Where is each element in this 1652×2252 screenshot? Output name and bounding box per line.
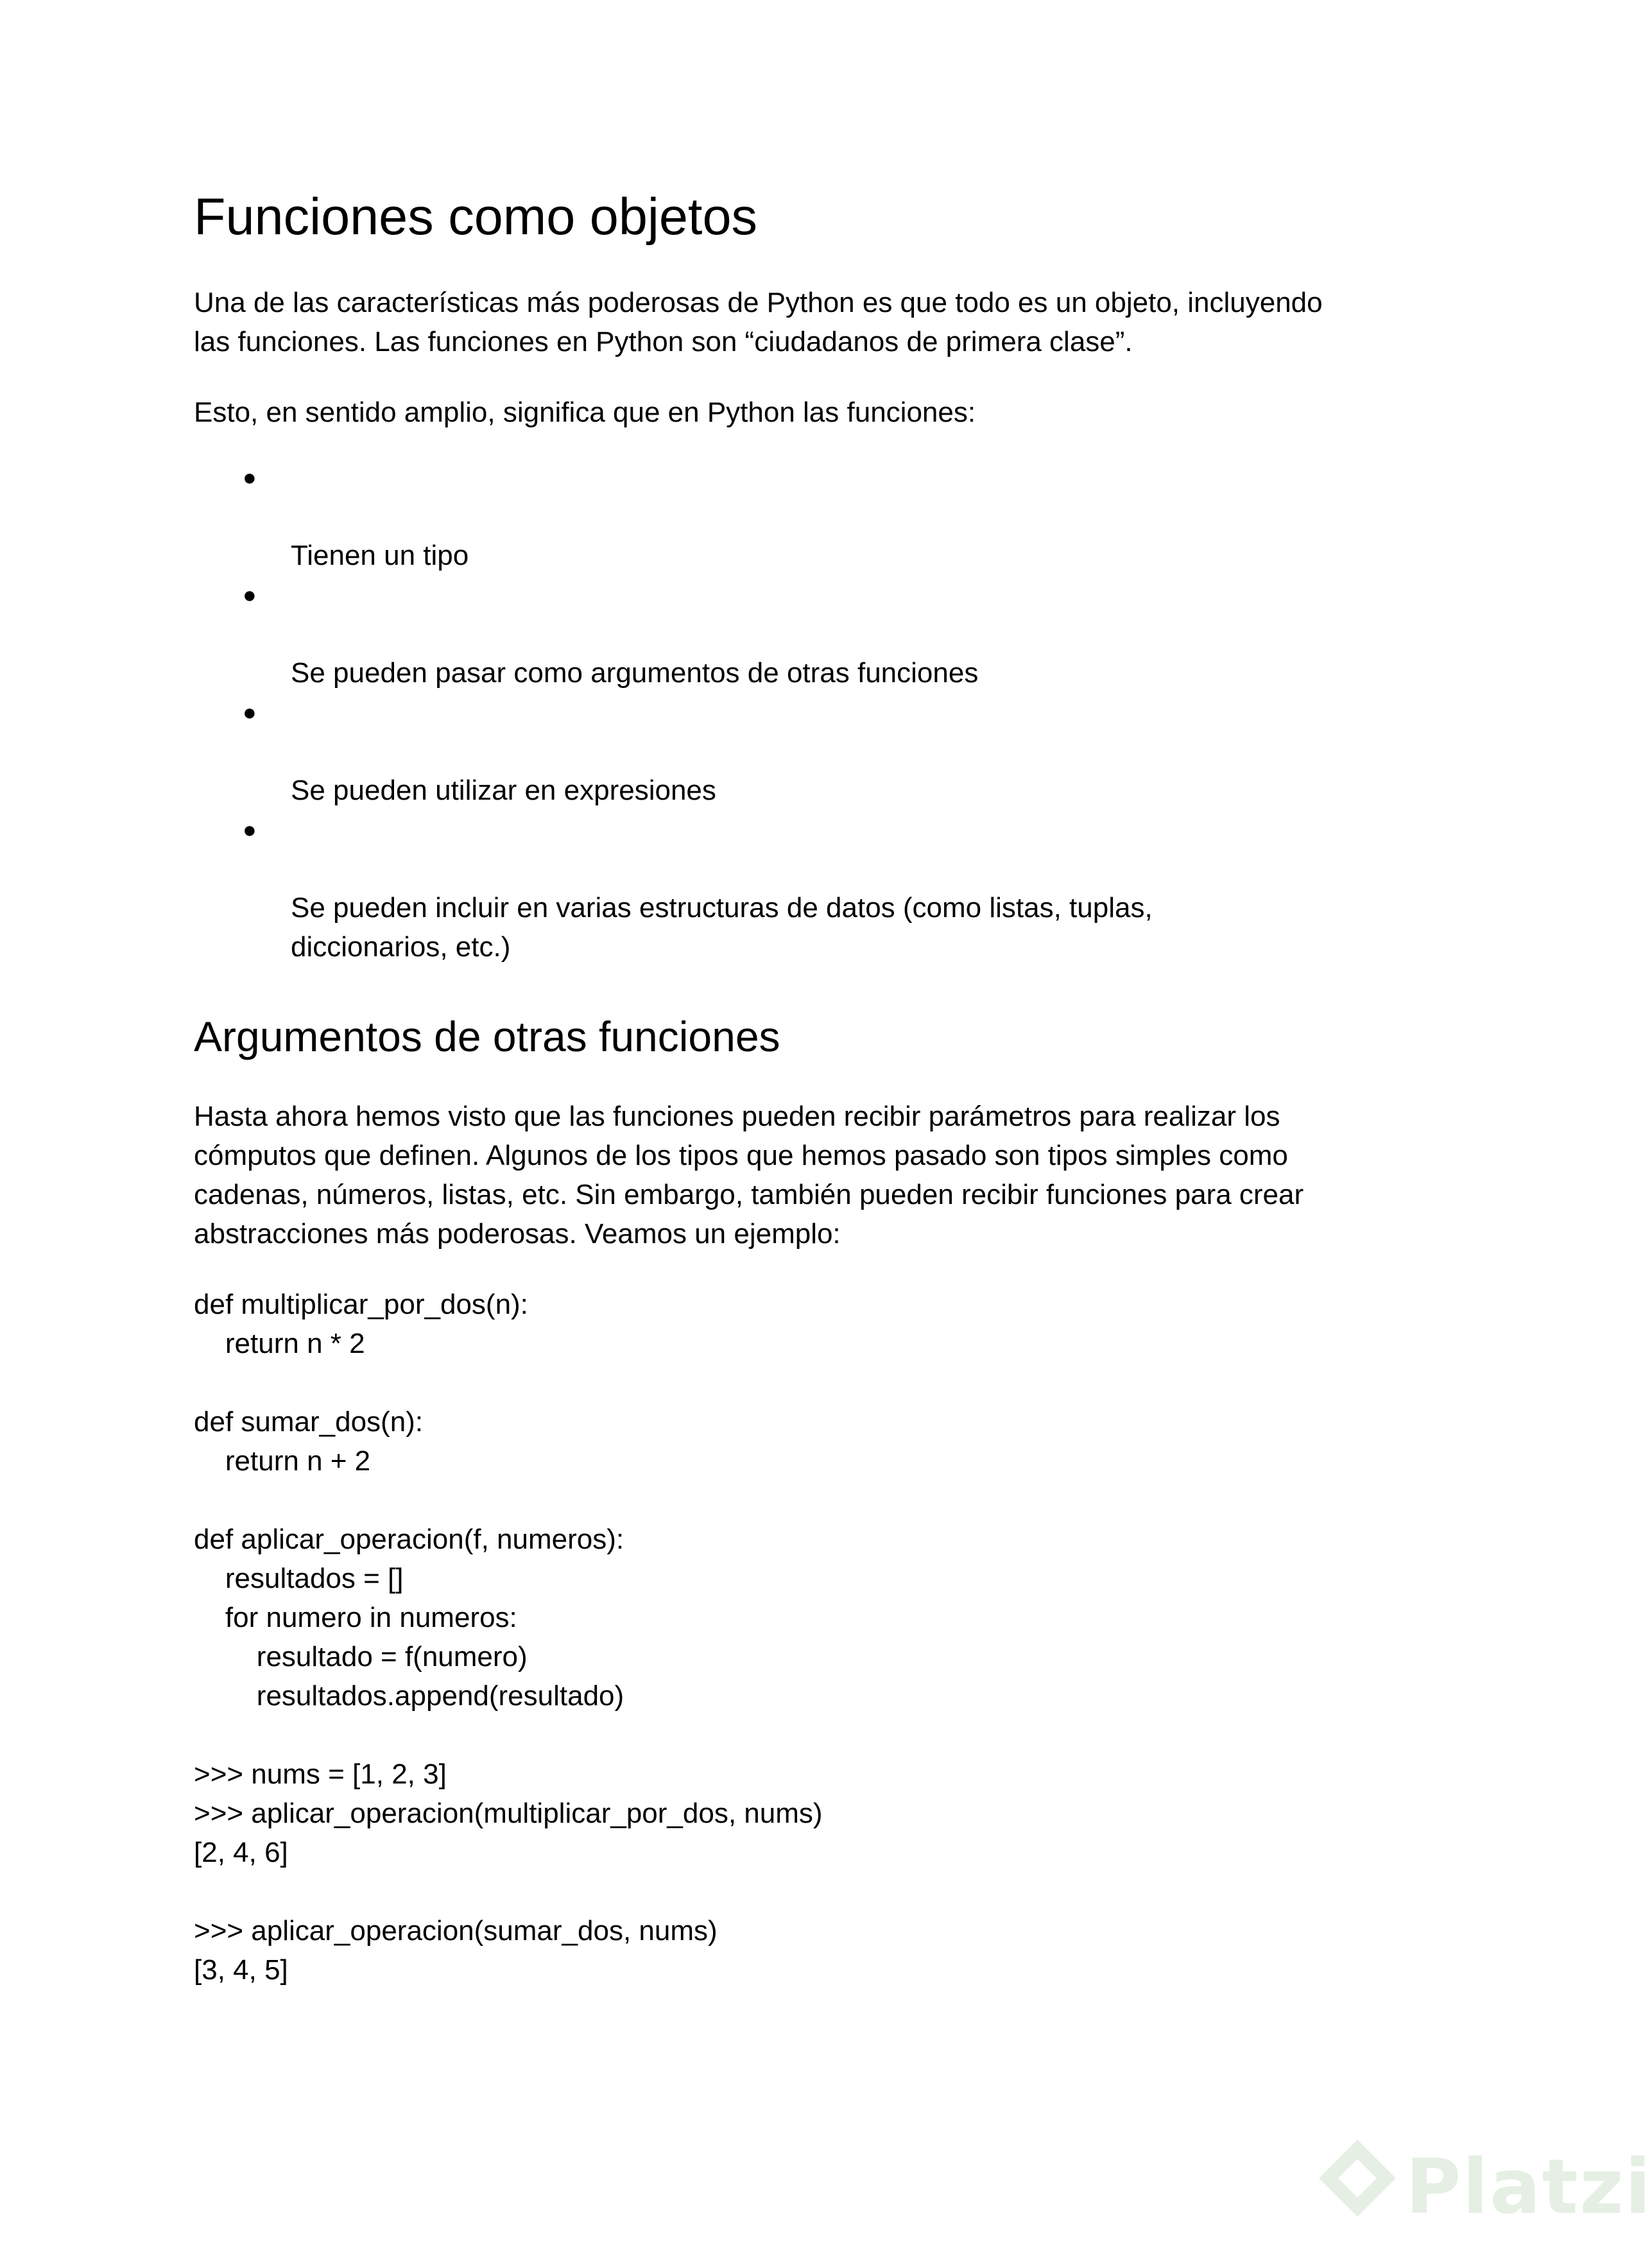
list-item-text: Se pueden incluir en varias estructuras de datos (como listas, tuplas, diccionarios, etc.) bbox=[291, 892, 1153, 963]
document-content bbox=[194, 186, 1413, 1990]
section-title: Argumentos de otras funciones bbox=[194, 1013, 780, 1061]
lead-paragraph: Esto, en sentido amplio, significa que en Python las funciones: bbox=[194, 397, 976, 429]
intro-paragraph: Una de las características más poderosas de Python es que todo es un objeto, incluyendo las funciones. Las funciones en Python son “ciudadanos de primera clase”. bbox=[194, 287, 1323, 358]
platzi-logo-icon bbox=[1309, 2133, 1406, 2230]
list-item-text: Se pueden pasar como argumentos de otras funciones bbox=[291, 657, 979, 689]
list-item bbox=[194, 692, 1413, 810]
list-item-text: Se pueden utilizar en expresiones bbox=[291, 775, 716, 807]
bullet-icon: ● bbox=[243, 699, 257, 726]
bullet-icon: ● bbox=[243, 816, 257, 843]
watermark-text: Platzi bbox=[1406, 2142, 1652, 2231]
list-item-text: Tienen un tipo bbox=[291, 540, 469, 572]
bullet-icon: ● bbox=[243, 464, 257, 491]
section-paragraph: Hasta ahora hemos visto que las funciones pueden recibir parámetros para realizar los cómputos que definen. Algunos de los tipos que hemos pasado son tipos simples como cadenas, números, listas, etc. Sin embargo, también pueden recibir funciones para crear abstracciones más poderosas. Veamos un ejemplo: bbox=[194, 1101, 1304, 1250]
platzi-watermark bbox=[1309, 2131, 1652, 2233]
code-block: def multiplicar_por_dos(n): return n * 2 def sumar_dos(n): return n + 2 def aplicar_operacion(f, numeros): resultados = [] for numero in numeros: resultado = f(numero) resultados.append(resultado) >>> nums = [1, 2, 3] >>> aplicar_operacion(multiplicar_por_dos, nums) [2, 4, 6] >>> aplicar_operacion(sumar_dos, nums) [3, 4, 5] bbox=[194, 1289, 823, 1986]
list-item bbox=[194, 810, 1413, 967]
page-title: Funciones como objetos bbox=[194, 188, 757, 246]
bullet-list bbox=[194, 458, 1413, 967]
list-item bbox=[194, 458, 1413, 575]
list-item bbox=[194, 575, 1413, 692]
bullet-icon: ● bbox=[243, 581, 257, 608]
